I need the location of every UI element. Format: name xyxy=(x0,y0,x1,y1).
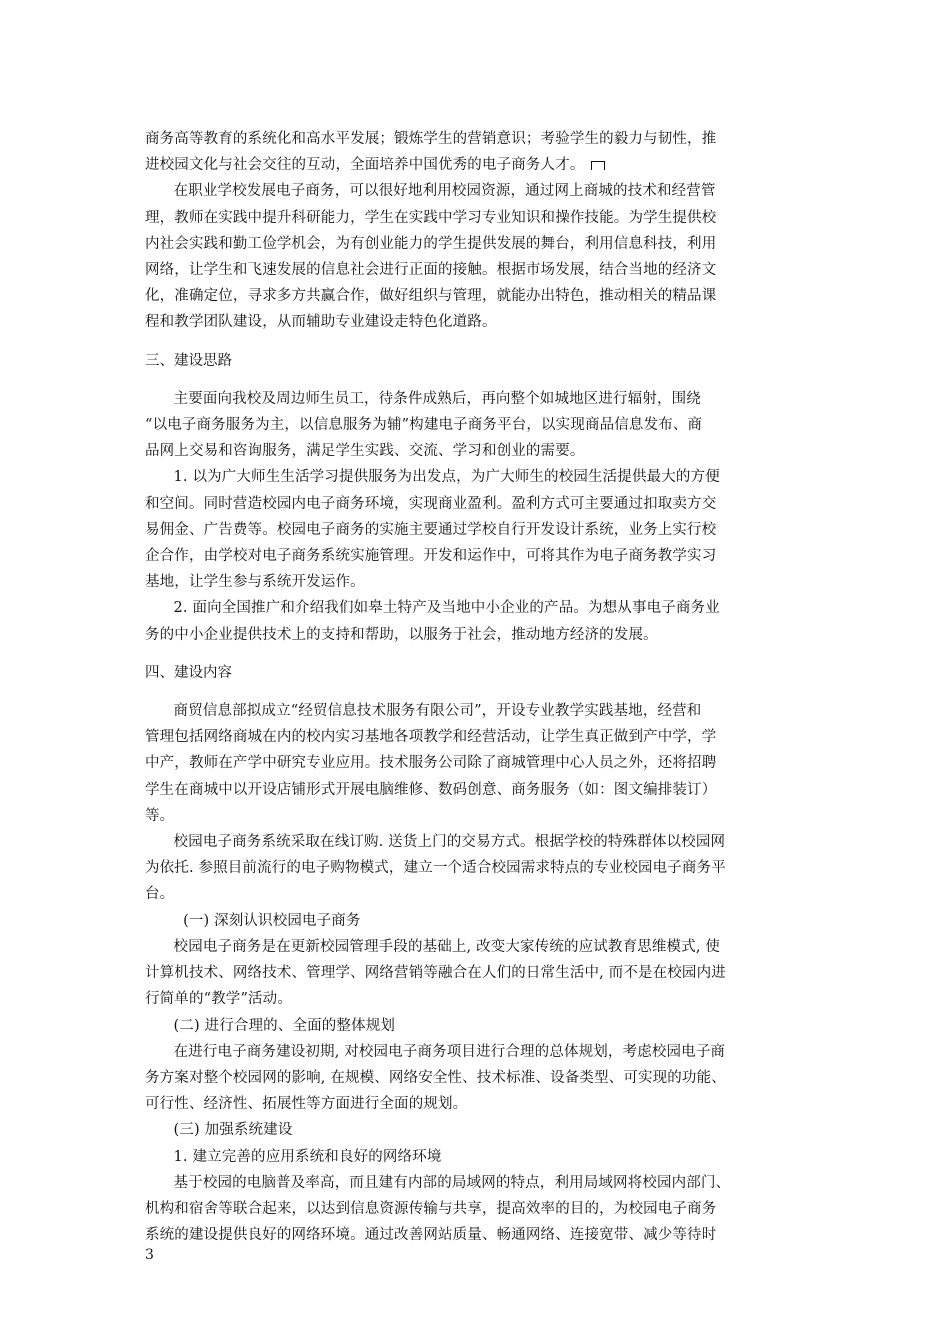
text-line xyxy=(145,152,805,178)
text-line: “以电子商务服务为主，以信息服务为辅”构建电子商务平台，以实现商品信息发布、商 xyxy=(145,417,703,434)
text-line: 基于校园的电脑普及率高，而且建有内部的局域网的特点，利用局域网将校园内部门、 xyxy=(145,1174,731,1191)
text-line: 程和教学团队建设，从而辅助专业建设走特色化道路。 xyxy=(145,314,497,331)
text-line: 学生在商城中以开设店铺形式开展电脑维修、数码创意、商务服务（如：图文编排装订） xyxy=(145,781,717,798)
text-line: 行简单的“教学”活动。 xyxy=(145,991,292,1008)
paragraph xyxy=(145,1170,805,1249)
subheading xyxy=(145,1013,805,1039)
paragraph xyxy=(145,464,805,595)
text-line: 1. 以为广大师生生活学习提供服务为出发点，为广大师生的校园生活提供最大的方便 xyxy=(145,469,720,486)
text-line: 校园电子商务是在更新校园管理手段的基础上, 改变大家传统的应试教育思维模式, 使 xyxy=(145,938,720,955)
subheading xyxy=(145,1144,805,1170)
text-line: 机构和宿舍等联合起来，以达到信息资源传输与共享，提高效率的目的，为校园电子商务 xyxy=(145,1200,717,1217)
text-line: 理，教师在实践中提升科研能力，学生在实践中学习专业知识和操作技能。为学生提供校 xyxy=(145,209,717,226)
paragraph xyxy=(145,386,805,465)
section-heading: 三、建设思路 xyxy=(145,352,232,369)
text-line: 在进行电子商务建设初期, 对校园电子商务项目进行合理的总体规划，考虑校园电子商 xyxy=(145,1043,726,1060)
paragraph xyxy=(145,595,805,647)
text-line: 校园电子商务系统采取在线订购. 送货上门的交易方式。根据学校的特殊群体以校园网 xyxy=(145,834,726,851)
text-line: 化，准确定位，寻求多方共赢合作，做好组织与管理，就能办出特色，推动相关的精品课 xyxy=(145,288,717,305)
text-line: 计算机技术、网络技术、管理学、网络营销等融合在人们的日常生活中, 而不是在校园内进 xyxy=(145,965,726,982)
paragraph xyxy=(145,934,805,1013)
paragraph xyxy=(145,1039,805,1118)
paragraph xyxy=(145,829,805,908)
text-line: 网络，让学生和飞速发展的信息社会进行正面的接触。根据市场发展，结合当地的经济文 xyxy=(145,262,717,279)
text-line: 易佣金、广告费等。校园电子商务的实施主要通过学校自行开发设计系统，业务上实行校 xyxy=(145,521,717,538)
text-line: 品网上交易和咨询服务，满足学生实践、交流、学习和创业的需要。 xyxy=(145,443,585,460)
subheading xyxy=(145,908,805,934)
text-line: 系统的建设提供良好的网络环境。通过改善网站质量、畅通网络、连接宽带、减少等待时 xyxy=(145,1227,717,1244)
text-line: 内社会实践和勤工俭学机会，为有创业能力的学生提供发展的舞台，利用信息科技，利用 xyxy=(145,235,717,252)
text-line: 为依托. 参照目前流行的电子购物模式，建立一个适合校园需求特点的专业校园电子商务平 xyxy=(145,860,726,877)
insertion-mark-icon xyxy=(591,161,605,170)
paragraph xyxy=(145,178,805,335)
paragraph xyxy=(145,698,805,829)
text-line: 台。 xyxy=(145,886,175,903)
section-heading: 四、建设内容 xyxy=(145,664,232,681)
text-line: 1. 建立完善的应用系统和良好的网络环境 xyxy=(145,1148,442,1165)
text-line: (三) 加强系统建设 xyxy=(145,1122,293,1139)
text-line: 中产，教师在产学中研究专业应用。技术服务公司除了商城管理中心人员之外，还将招聘 xyxy=(145,755,717,772)
text-line: 在职业学校发展电子商务，可以很好地利用校园资源，通过网上商城的技术和经营管 xyxy=(145,183,716,200)
text-line: 主要面向我校及周边师生员工，待条件成熟后，再向整个如城地区进行辐射，围绕 xyxy=(145,390,701,407)
text-line: 管理包括网络商城在内的校内实习基地各项教学和经营活动，让学生真正做到产中学，学 xyxy=(145,729,717,746)
text-line: 商贸信息部拟成立“经贸信息技术服务有限公司”，开设专业教学实践基地，经营和 xyxy=(145,703,702,720)
text-line: (一) 深刻认识校园电子商务 xyxy=(145,912,361,929)
text-line: 务方案对整个校园网的影响, 在规模、网络安全性、技术标准、设备类型、可实现的功能、 xyxy=(145,1069,726,1086)
text-line: (二) 进行合理的、全面的整体规划 xyxy=(145,1017,396,1034)
text-line: 可行性、经济性、拓展性等方面进行全面的规划。 xyxy=(145,1096,468,1113)
paragraph xyxy=(145,126,805,178)
text-line: 务的中小企业提供技术上的支持和帮助，以服务于社会，推动地方经济的发展。 xyxy=(145,626,658,643)
document-body xyxy=(145,126,805,1248)
text-line: 商务高等教育的系统化和高水平发展；锻炼学生的营销意识；考验学生的毅力与韧性，推 xyxy=(145,131,717,147)
text-line: 企合作，由学校对电子商务系统实施管理。开发和运作中，可将其作为电子商务教学实习 xyxy=(145,548,717,565)
text-line: 2. 面向全国推广和介绍我们如皋土特产及当地中小企业的产品。为想从事电子商务业 xyxy=(145,600,720,617)
subheading xyxy=(145,1117,805,1143)
page-number: 3 xyxy=(145,1247,154,1263)
text-line: 基地，让学生参与系统开发运作。 xyxy=(145,574,365,591)
text-line: 和空间。同时营造校园内电子商务环境，实现商业盈利。盈利方式可主要通过扣取卖方交 xyxy=(145,495,717,512)
text-line: 等。 xyxy=(145,807,175,824)
text-line-content: 进校园文化与社会交往的互动，全面培养中国优秀的电子商务人才。 xyxy=(145,157,585,174)
